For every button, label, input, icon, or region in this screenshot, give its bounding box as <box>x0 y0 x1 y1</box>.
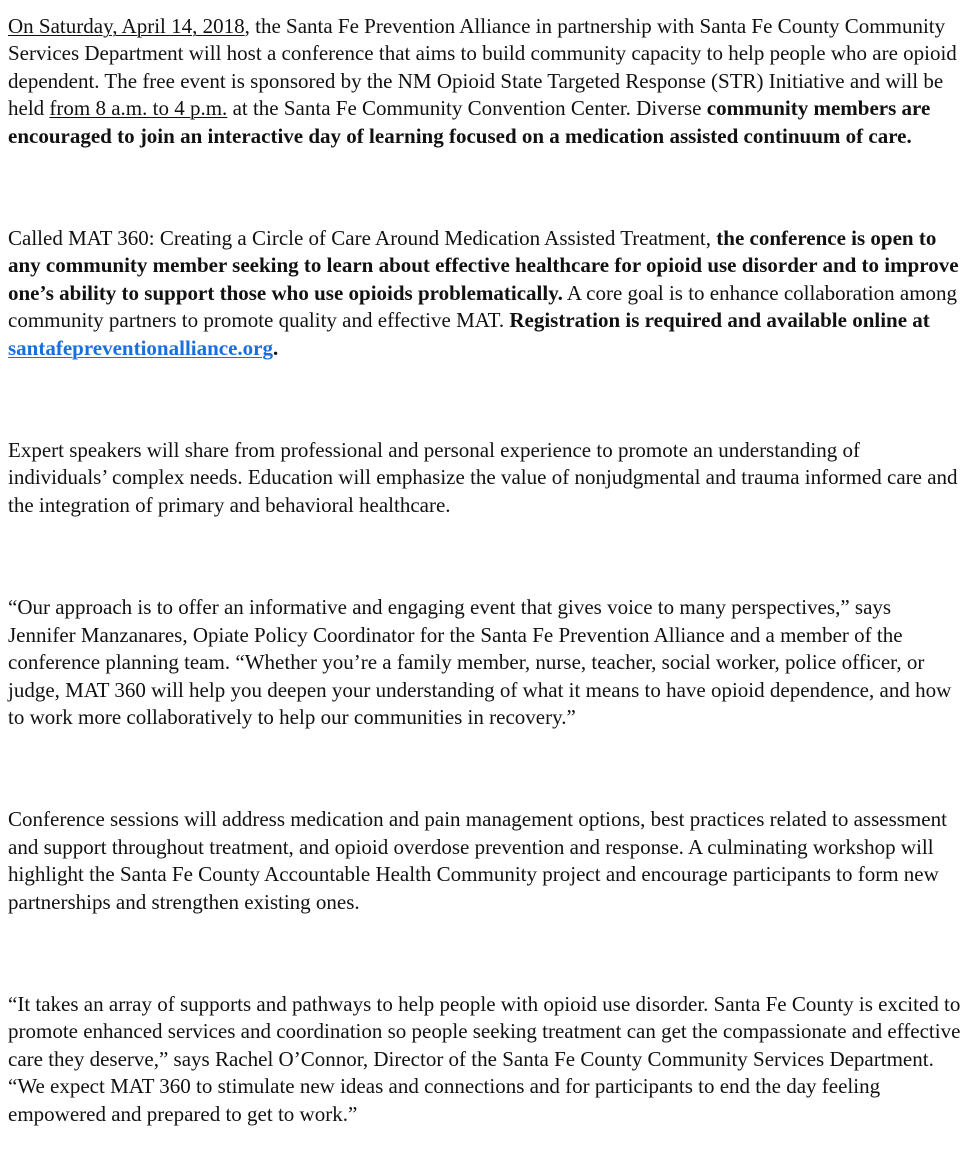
paragraph-conference-sessions: Conference sessions will address medication and pain management options, best practices related to assessment and support throughout treatment, and opioid overdose prevention and response. A culminating workshop will highlight the Santa Fe County Accountable Health Community project and encourage participants to form new partnerships and strengthen existing ones. <box>8 807 947 914</box>
announcement-location-text: at the Santa Fe Community Convention Center. Diverse <box>227 96 707 121</box>
conference-open-emphasis: the conference is open to any community member seeking to learn about effective healthcare for opioid use disorder and to improve one’s ability to support those who use opioids problematically. <box>8 226 959 305</box>
paragraph-event-announcement <box>8 13 963 150</box>
registration-period: . <box>273 335 279 360</box>
paragraph-oconnor-quote: “It takes an array of supports and pathways to help people with opioid use disorder. Santa Fe County is excited to promote enhanced services and coordination so people seeking treatment can get the compassionate and effective care they deserve,” says Rachel O’Connor, Director of the Santa Fe County Community Services Department. “We expect MAT 360 to stimulate new ideas and connections and for participants to end the day feeling empowered and prepared to get to work.” <box>8 991 961 1126</box>
announcement-text: , the Santa Fe Prevention Alliance in partnership with Santa Fe County Community Services Department will host a conference that aims to build community capacity to help people who are opioid dependent. The free event is sponsored by the NM Opioid State Targeted Response (STR) Initiative and will be held <box>8 14 957 121</box>
core-goal-text: A core goal is to enhance collaboration among community partners to promote quality and effective MAT. <box>8 280 958 333</box>
registration-link[interactable]: santafepreventionalliance.org <box>8 335 274 360</box>
announcement-emphasis: community members are encouraged to join an interactive day of learning focused on a medication assisted continuum of care. <box>8 96 931 148</box>
paragraph-conference-description <box>8 225 963 362</box>
press-release-body <box>8 13 963 1128</box>
registration-emphasis: Registration is required and available online at <box>509 308 930 333</box>
paragraph-expert-speakers: Expert speakers will share from professional and personal experience to promote an understanding of individuals’ complex needs. Education will emphasize the value of nonjudgmental and trauma informed care and the integration of primary and behavioral healthcare. <box>8 438 958 517</box>
event-time: from 8 a.m. to 4 p.m. <box>49 96 228 121</box>
conference-name-text: Called MAT 360: Creating a Circle of Care Around Medication Assisted Treatment, <box>8 226 717 251</box>
paragraph-manzanares-quote: “Our approach is to offer an informative and engaging event that gives voice to many perspectives,” says Jennifer Manzanares, Opiate Policy Coordinator for the Santa Fe Prevention Alliance and a member of the conference planning team. “Whether you’re a family member, nurse, teacher, social worker, police officer, or judge, MAT 360 will help you deepen your understanding of what it means to have opioid dependence, and how to work more collaboratively to help our communities in recovery.” <box>8 595 952 729</box>
event-date: On Saturday, April 14, 2018 <box>8 14 245 38</box>
